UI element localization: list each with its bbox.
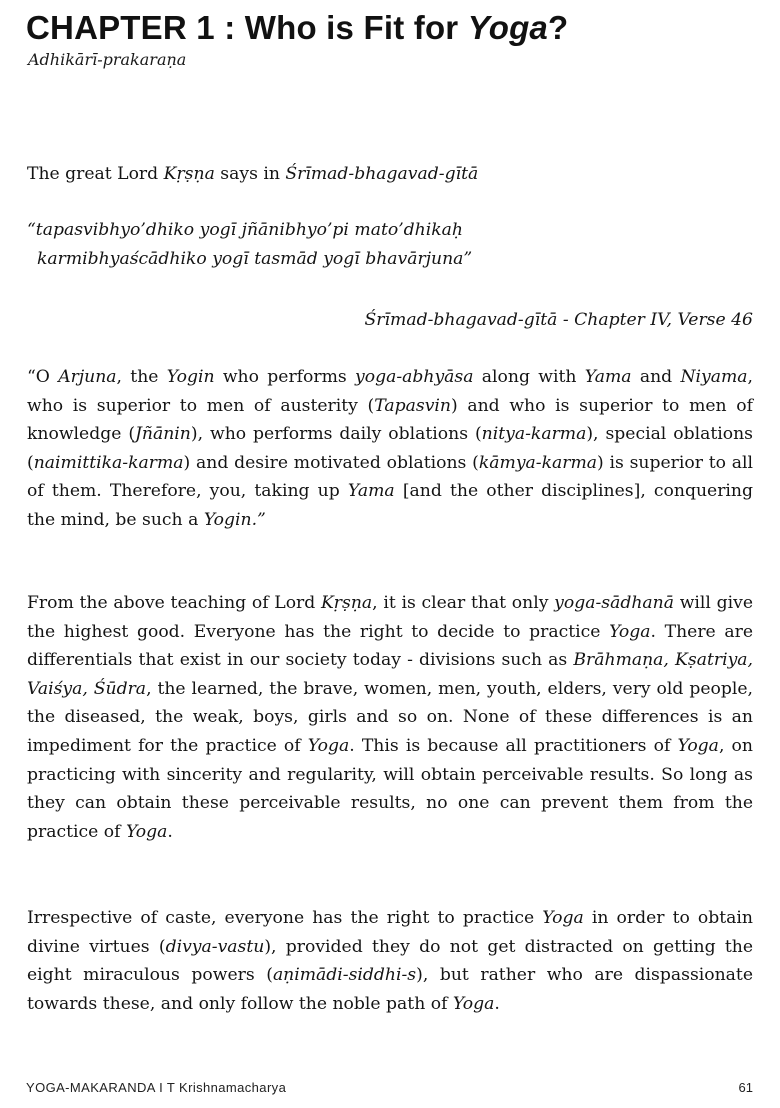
text-run: ), but rather who are dispassionate towards these, and only follow the noble path of	[27, 965, 754, 1014]
text-run: ) and who is superior to men of knowledge (	[27, 395, 753, 445]
text-run: , it is clear that only	[372, 593, 555, 613]
italic-term: naimittika-karma	[33, 452, 184, 473]
paragraph-translation	[27, 363, 753, 535]
italic-term: yoga-sādhanā	[554, 593, 674, 613]
sanskrit-verse	[27, 216, 472, 273]
italic-term: kāmya-karma	[478, 452, 598, 473]
text-run: Irrespective of caste, everyone has the right to practice	[27, 908, 543, 928]
intro-text: The great Lord	[27, 164, 164, 184]
text-run: From the above teaching of Lord	[27, 593, 321, 613]
text-run: , the	[116, 367, 167, 387]
italic-term: Yogin.”	[203, 509, 266, 530]
text-run: , on practicing with sincerity and regularity, will obtain perceivable results. So long as they can obtain these perceivable results, no one can prevent them from the practice of	[27, 735, 753, 842]
intro-book-title: Śrīmad-bhagavad-gītā	[285, 164, 479, 184]
text-run: in order to obtain divine virtues (	[27, 908, 753, 957]
verse-line-2: karmibhyaścādhiko yogī tasmād yogī bhavārjuna”	[37, 248, 473, 269]
text-run: ) is superior to all of them. Therefore, you, taking up	[27, 452, 754, 502]
italic-term: nitya-karma	[481, 424, 587, 445]
verse-line-1: “tapasvibhyo’dhiko yogī jñānibhyo’pi mato’dhikaḥ	[27, 220, 463, 240]
chapter-title-prefix: CHAPTER 1 : Who is Fit for	[26, 9, 468, 46]
text-run: [and the other disciplines], conquering the mind, be such a	[27, 481, 753, 530]
italic-term: Arjuna	[58, 367, 117, 387]
text-run: .	[494, 993, 500, 1014]
italic-term: aṇimādi-siddhi-s	[272, 965, 417, 986]
italic-term: Yoga	[452, 993, 495, 1014]
italic-term: yoga-abhyāsa	[355, 367, 474, 387]
chapter-title	[26, 8, 568, 48]
italic-term: Yoga	[542, 908, 584, 928]
text-run: , the learned, the brave, women, men, youth, elders, very old people, the diseased, the weak, boys, girls and so on. None of these differences is an impediment for the practice of	[27, 678, 753, 756]
paragraph-caste	[27, 904, 753, 1018]
italic-term: Yoga	[307, 735, 350, 756]
italic-term: Brāhmaṇa, Kṣatriya, Vaiśya, Śūdra	[27, 650, 753, 699]
text-run: . There are differentials that exist in our society today - divisions such as	[27, 621, 753, 671]
paragraph-teaching	[27, 589, 753, 846]
italic-term: Yama	[347, 481, 395, 502]
verse-source: Śrīmad-bhagavad-gītā - Chapter IV, Verse 46	[364, 310, 753, 330]
text-run: ), special oblations (	[27, 424, 753, 473]
chapter-title-suffix: ?	[547, 9, 569, 46]
intro-krsna: Kṛṣṇa	[163, 164, 215, 184]
running-footer: YOGA-MAKARANDA I T Krishnamacharya	[26, 1080, 287, 1095]
text-run: ), provided they do not get distracted on getting the eight miraculous powers (	[27, 936, 753, 986]
text-run: ), who performs daily oblations (	[190, 424, 482, 445]
italic-term: Yogin	[166, 367, 215, 387]
chapter-title-italic: Yoga	[467, 9, 548, 46]
italic-term: Tapasvin	[374, 395, 451, 416]
text-run: will give the highest good. Everyone has the right to decide to practice	[27, 593, 753, 642]
page-number: 61	[738, 1080, 753, 1095]
intro-text: says in	[214, 164, 286, 184]
text-run: who performs	[214, 367, 356, 387]
italic-term: Kṛṣṇa	[320, 593, 373, 613]
italic-term: Yoga	[609, 621, 651, 642]
text-run: , who is superior to men of austerity (	[27, 367, 754, 416]
italic-term: Yoga	[125, 821, 168, 842]
text-run: and	[631, 367, 681, 387]
italic-term: Jñānin	[135, 424, 191, 445]
text-run: “O	[27, 367, 59, 387]
italic-term: Niyama	[680, 367, 748, 387]
intro-paragraph	[27, 160, 753, 189]
text-run: along with	[473, 367, 585, 387]
text-run: . This is because all practitioners of	[349, 735, 678, 756]
italic-term: Yama	[584, 367, 632, 387]
italic-term: divya-vastu	[165, 936, 265, 957]
italic-term: Yoga	[677, 735, 719, 756]
text-run: ) and desire motivated oblations (	[183, 452, 479, 473]
chapter-subtitle: Adhikārī-prakaraṇa	[28, 50, 187, 69]
text-run: .	[167, 821, 173, 842]
